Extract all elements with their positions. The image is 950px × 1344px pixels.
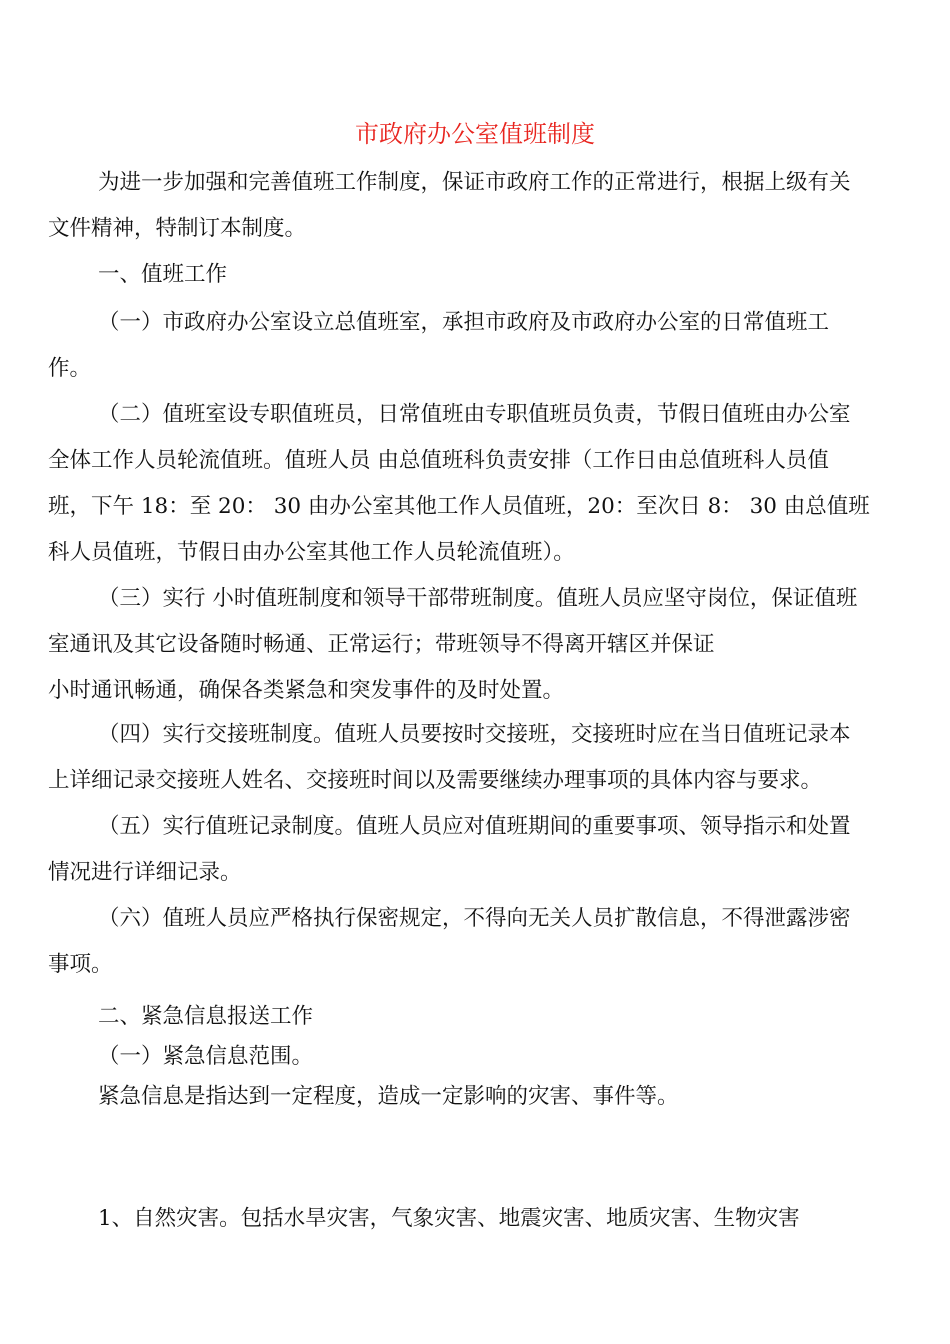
- paragraph-line: （五）实行值班记录制度。值班人员应对值班期间的重要事项、领导指示和处置: [98, 814, 851, 839]
- section-heading: 二、紧急信息报送工作: [98, 1004, 314, 1029]
- paragraph-line: （六）值班人员应严格执行保密规定，不得向无关人员扩散信息，不得泄露涉密: [98, 906, 851, 931]
- paragraph-line: （四）实行交接班制度。值班人员要按时交接班，交接班时应在当日值班记录本: [98, 722, 851, 747]
- paragraph-line: 室通讯及其它设备随时畅通、正常运行；带班领导不得离开辖区并保证: [48, 632, 715, 657]
- paragraph-line: 上详细记录交接班人姓名、交接班时间以及需要继续办理事项的具体内容与要求。: [48, 768, 823, 793]
- paragraph-line: 为进一步加强和完善值班工作制度，保证市政府工作的正常进行，根据上级有关: [98, 170, 851, 195]
- paragraph-line: 班，下午 18：至 20： 30 由办公室其他工作人员值班，20：至次日 8： 30 由总值班: [48, 494, 870, 519]
- paragraph-line: （三）实行 小时值班制度和领导干部带班制度。值班人员应坚守岗位，保证值班: [98, 586, 858, 611]
- paragraph-line: 作。: [48, 356, 92, 381]
- section-heading: 一、值班工作: [98, 262, 228, 287]
- paragraph-line: 全体工作人员轮流值班。值班人员 由总值班科负责安排（工作日由总值班科人员值: [48, 448, 829, 473]
- paragraph-line: （一）紧急信息范围。: [98, 1044, 314, 1069]
- document-title: 市政府办公室值班制度: [355, 120, 595, 148]
- paragraph-line: （二）值班室设专职值班员，日常值班由专职值班员负责，节假日值班由办公室: [98, 402, 851, 427]
- paragraph-line: （一）市政府办公室设立总值班室，承担市政府及市政府办公室的日常值班工: [98, 310, 830, 335]
- paragraph-line: 1、自然灾害。包括水旱灾害，气象灾害、地震灾害、地质灾害、生物灾害: [98, 1206, 800, 1231]
- paragraph-line: 紧急信息是指达到一定程度，造成一定影响的灾害、事件等。: [98, 1084, 679, 1109]
- paragraph-line: 事项。: [48, 952, 113, 977]
- paragraph-line: 小时通讯畅通，确保各类紧急和突发事件的及时处置。: [48, 678, 565, 703]
- paragraph-line: 文件精神，特制订本制度。: [48, 216, 307, 241]
- paragraph-line: 情况进行详细记录。: [48, 860, 242, 885]
- paragraph-line: 科人员值班，节假日由办公室其他工作人员轮流值班）。: [48, 540, 575, 565]
